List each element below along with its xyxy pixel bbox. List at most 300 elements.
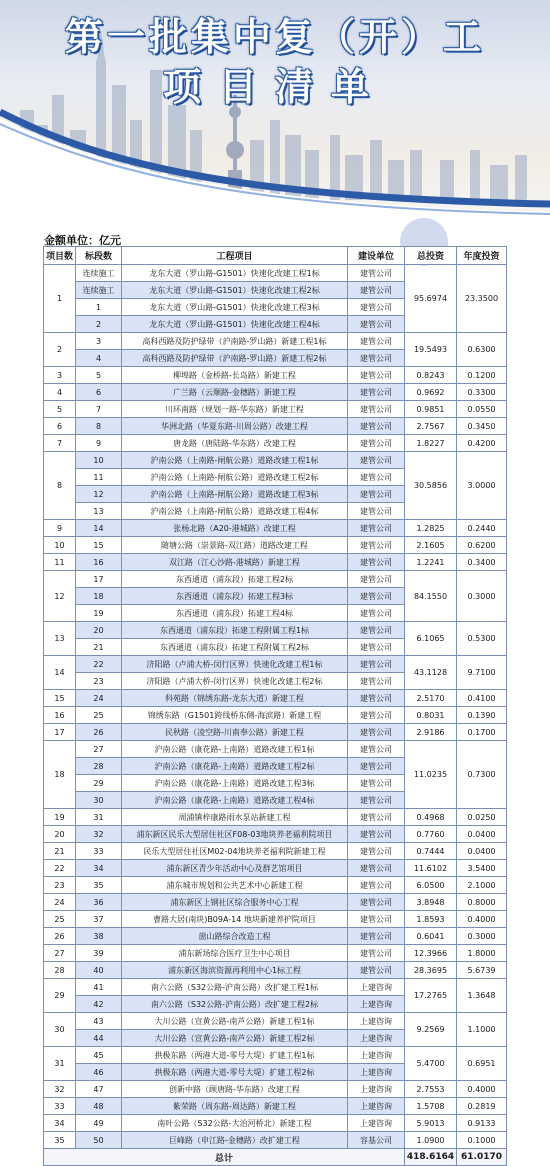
annual-investment-cell: 0.1390 [457,707,507,724]
table-row [44,435,507,452]
total-investment-cell: 0.6041 [405,928,457,945]
construction-unit-cell: 容基公司 [348,1132,405,1149]
construction-unit-cell: 建管公司 [348,962,405,979]
project-name-cell: 高科西路及防护绿带（沪南路-罗山路）新建工程1标 [122,333,348,350]
construction-unit-cell: 上建咨询 [348,1081,405,1098]
total-investment-cell: 6.1065 [405,622,457,656]
section-number-cell: 38 [76,928,122,945]
project-name-cell: 周浦镇梓康路雨水泵站新建工程 [122,809,348,826]
construction-unit-cell: 建管公司 [348,707,405,724]
project-name-cell: 南叶公路（S32公路-大治河桥北）新建工程 [122,1115,348,1132]
section-number-cell: 37 [76,911,122,928]
column-header: 年度投资 [457,247,507,265]
total-investment-cell: 0.9692 [405,384,457,401]
annual-investment-cell: 0.4100 [457,690,507,707]
construction-unit-cell: 建管公司 [348,452,405,469]
total-investment-cell: 1.8593 [405,911,457,928]
section-number-cell: 42 [76,996,122,1013]
section-number-cell: 41 [76,979,122,996]
section-number-cell: 28 [76,758,122,775]
construction-unit-cell: 建管公司 [348,384,405,401]
total-investment-cell: 9.2569 [405,1013,457,1047]
section-number-cell: 18 [76,588,122,605]
column-header: 工程项目 [122,247,348,265]
section-number-cell: 12 [76,486,122,503]
total-investment-cell: 12.3966 [405,945,457,962]
project-name-cell: 东西通道（浦东段）拓建工程附属工程2标 [122,639,348,656]
annual-investment-cell: 0.3400 [457,554,507,571]
section-number-cell: 16 [76,554,122,571]
section-number-cell: 25 [76,707,122,724]
project-number-cell: 28 [44,962,76,979]
project-name-cell: 龙东大道（罗山路-G1501）快速化改建工程1标 [122,265,348,282]
project-number-cell: 11 [44,554,76,571]
total-investment-cell: 0.7444 [405,843,457,860]
section-number-cell: 24 [76,690,122,707]
table-row [44,384,507,401]
annual-investment-cell: 1.3648 [457,979,507,1013]
table-row [44,707,507,724]
table-row [44,928,507,945]
table-row [44,979,507,996]
table-row [44,418,507,435]
project-name-cell: 济阳路（卢浦大桥-闵行区界）快速化改建工程2标 [122,673,348,690]
construction-unit-cell: 建管公司 [348,265,405,282]
total-investment-cell: 17.2765 [405,979,457,1013]
table-row [44,1132,507,1149]
total-investment-cell: 28.3695 [405,962,457,979]
construction-unit-cell: 建管公司 [348,911,405,928]
project-number-cell: 26 [44,928,76,945]
amount-unit-label: 金额单位：亿元 [44,234,121,247]
total-investment-cell: 0.9851 [405,401,457,418]
project-number-cell: 8 [44,452,76,520]
project-number-cell: 4 [44,384,76,401]
construction-unit-cell: 上建咨询 [348,979,405,996]
total-investment-cell: 0.7760 [405,826,457,843]
section-number-cell: 4 [76,350,122,367]
construction-unit-cell: 建管公司 [348,435,405,452]
section-number-cell: 44 [76,1030,122,1047]
section-number-cell: 20 [76,622,122,639]
project-number-cell: 31 [44,1047,76,1081]
project-number-cell: 9 [44,520,76,537]
total-investment-cell: 3.8948 [405,894,457,911]
page-title-line1: 第一批集中复（开）工 [64,15,485,59]
section-number-cell: 2 [76,316,122,333]
table-row [44,401,507,418]
table-row [44,571,507,588]
project-number-cell: 15 [44,690,76,707]
project-number-cell: 16 [44,707,76,724]
table-row [44,265,507,282]
project-name-cell: 龙东大道（罗山路-G1501）快速化改建工程2标 [122,282,348,299]
total-investment-cell: 1.2825 [405,520,457,537]
total-investment-cell: 0.8031 [405,707,457,724]
project-name-cell: 东西通道（浦东段）拓建工程3标 [122,588,348,605]
construction-unit-cell: 建管公司 [348,367,405,384]
construction-unit-cell: 建管公司 [348,673,405,690]
project-number-cell: 7 [44,435,76,452]
total-investment-cell: 2.9186 [405,724,457,741]
table-row [44,520,507,537]
annual-investment-cell: 0.6200 [457,537,507,554]
table-row [44,367,507,384]
construction-unit-cell: 建管公司 [348,690,405,707]
construction-unit-cell: 建管公司 [348,350,405,367]
annual-investment-cell: 0.2819 [457,1098,507,1115]
table-row [44,945,507,962]
section-number-cell: 21 [76,639,122,656]
project-name-cell: 锦绣东路（G1501跨线桥东侧-海滨路）新建工程 [122,707,348,724]
total-investment-cell: 2.5170 [405,690,457,707]
total-investment-cell: 1.5708 [405,1098,457,1115]
annual-investment-cell: 9.7100 [457,656,507,690]
project-name-cell: 东西通道（浦东段）拓建工程附属工程1标 [122,622,348,639]
construction-unit-cell: 建管公司 [348,333,405,350]
total-investment-cell: 1.2241 [405,554,457,571]
annual-investment-cell: 0.4000 [457,1081,507,1098]
table-header-row [44,247,507,265]
construction-unit-cell: 建管公司 [348,622,405,639]
section-number-cell: 29 [76,775,122,792]
project-name-cell: 沪南公路（上南路-闸航公路）道路改建工程4标 [122,503,348,520]
project-name-cell: 龙东大道（罗山路-G1501）快速化改建工程4标 [122,316,348,333]
table-row [44,877,507,894]
section-number-cell: 22 [76,656,122,673]
project-number-cell: 12 [44,571,76,622]
project-name-cell: 东西通道（浦东段）拓建工程4标 [122,605,348,622]
project-name-cell: 巨峰路（申江路-金穗路）改扩建工程 [122,1132,348,1149]
construction-unit-cell: 建管公司 [348,282,405,299]
table-row [44,894,507,911]
table-row [44,911,507,928]
section-number-cell: 39 [76,945,122,962]
project-name-cell: 唐龙路（唐陆路-华东路）改建工程 [122,435,348,452]
project-name-cell: 南六公路（S32公路-沪南公路）改扩建工程1标 [122,979,348,996]
project-number-cell: 33 [44,1098,76,1115]
section-number-cell: 19 [76,605,122,622]
annual-investment-cell: 0.6951 [457,1047,507,1081]
table-row [44,724,507,741]
annual-investment-cell: 23.3500 [457,265,507,333]
project-number-cell: 32 [44,1081,76,1098]
section-number-cell: 9 [76,435,122,452]
annual-investment-cell: 0.3300 [457,384,507,401]
table-row [44,1115,507,1132]
construction-unit-cell: 建管公司 [348,894,405,911]
construction-unit-cell: 建管公司 [348,758,405,775]
table-row [44,962,507,979]
construction-unit-cell: 建管公司 [348,843,405,860]
section-number-cell: 30 [76,792,122,809]
annual-investment-cell: 3.0000 [457,452,507,520]
annual-investment-cell: 0.0400 [457,826,507,843]
section-number-cell: 45 [76,1047,122,1064]
project-name-cell: 随塘公路（崇景路-双江路）道路改建工程 [122,537,348,554]
annual-investment-cell: 0.0400 [457,843,507,860]
project-name-cell: 曹路大居(南块)B09A-14 地块新建养护院项目 [122,911,348,928]
project-number-cell: 23 [44,877,76,894]
table-row [44,622,507,639]
section-number-cell: 3 [76,333,122,350]
annual-investment-cell: 0.1000 [457,1132,507,1149]
construction-unit-cell: 建管公司 [348,656,405,673]
total-label: 总计 [44,1149,405,1166]
section-number-cell: 7 [76,401,122,418]
section-number-cell: 34 [76,860,122,877]
construction-unit-cell: 上建咨询 [348,1013,405,1030]
project-number-cell: 1 [44,265,76,333]
project-name-cell: 拱极东路（两港大道-零号大堤）扩建工程1标 [122,1047,348,1064]
construction-unit-cell: 上建咨询 [348,1030,405,1047]
project-name-cell: 东西通道（浦东段）拓建工程2标 [122,571,348,588]
column-header: 建设单位 [348,247,405,265]
annual-investment-cell: 0.1700 [457,724,507,741]
section-number-cell: 1 [76,299,122,316]
project-name-cell: 南六公路（S32公路-沪南公路）改扩建工程2标 [122,996,348,1013]
total-investment-cell: 19.5493 [405,333,457,367]
project-name-cell: 浦东新区青少年活动中心及群艺馆项目 [122,860,348,877]
construction-unit-cell: 建管公司 [348,299,405,316]
table-row [44,843,507,860]
project-name-cell: 大川公路（宣黄公路-南芦公路）新建工程1标 [122,1013,348,1030]
section-number-cell: 33 [76,843,122,860]
total-investment-cell: 5.9013 [405,1115,457,1132]
construction-unit-cell: 建管公司 [348,520,405,537]
section-number-cell: 48 [76,1098,122,1115]
header-banner [0,0,550,228]
section-number-cell: 50 [76,1132,122,1149]
column-header: 项目数 [44,247,76,265]
section-number-cell: 13 [76,503,122,520]
construction-unit-cell: 建管公司 [348,588,405,605]
total-investment-cell: 84.1550 [405,571,457,622]
project-name-cell: 浦东新区民乐大型居住社区F08-03地块养老福利院项目 [122,826,348,843]
project-name-cell: 创新中路（顾唐路-华东路）改建工程 [122,1081,348,1098]
table-row [44,554,507,571]
section-number-cell: 10 [76,452,122,469]
project-number-cell: 5 [44,401,76,418]
section-number-cell: 35 [76,877,122,894]
project-name-cell: 张杨北路（A20-港城路）改建工程 [122,520,348,537]
section-number-cell: 27 [76,741,122,758]
project-name-cell: 沪南公路（上南路-闸航公路）道路改建工程2标 [122,469,348,486]
project-number-cell: 10 [44,537,76,554]
project-name-cell: 崮山路综合改造工程 [122,928,348,945]
construction-unit-cell: 建管公司 [348,724,405,741]
table-row [44,452,507,469]
project-name-cell: 济阳路（卢浦大桥-闵行区界）快速化改建工程1标 [122,656,348,673]
construction-unit-cell: 建管公司 [348,537,405,554]
annual-investment-cell: 0.9133 [457,1115,507,1132]
section-number-cell: 23 [76,673,122,690]
total-investment-cell: 1.0900 [405,1132,457,1149]
total-investment-cell: 0.4968 [405,809,457,826]
construction-unit-cell: 建管公司 [348,605,405,622]
project-number-cell: 34 [44,1115,76,1132]
construction-unit-cell: 上建咨询 [348,1064,405,1081]
project-number-cell: 22 [44,860,76,877]
section-number-cell: 8 [76,418,122,435]
section-number-cell: 49 [76,1115,122,1132]
project-name-cell: 川环南路（规划一路-华东路）新建工程 [122,401,348,418]
table-row [44,741,507,758]
annual-investment-cell: 0.2440 [457,520,507,537]
annual-investment-cell: 0.4200 [457,435,507,452]
project-name-cell: 高科西路及防护绿带（沪南路-罗山路）新建工程2标 [122,350,348,367]
project-number-cell: 24 [44,894,76,911]
project-name-cell: 浦东城市规划和公共艺术中心新建工程 [122,877,348,894]
construction-unit-cell: 建管公司 [348,503,405,520]
section-number-cell: 15 [76,537,122,554]
annual-investment-cell: 0.4000 [457,911,507,928]
annual-investment-cell: 0.7300 [457,741,507,809]
project-number-cell: 17 [44,724,76,741]
project-number-cell: 18 [44,741,76,809]
annual-investment-cell: 0.0550 [457,401,507,418]
section-number-cell: 17 [76,571,122,588]
project-name-cell: 沪南公路（康花路-上南路）道路改建工程4标 [122,792,348,809]
total-investment-cell: 2.7567 [405,418,457,435]
section-number-cell: 43 [76,1013,122,1030]
section-number-cell: 14 [76,520,122,537]
total-investment-cell: 30.5856 [405,452,457,520]
project-name-cell: 浦东新区上钢社区综合服务中心工程 [122,894,348,911]
column-header: 总投资 [405,247,457,265]
total-investment-cell: 6.0500 [405,877,457,894]
project-number-cell: 21 [44,843,76,860]
construction-unit-cell: 建管公司 [348,418,405,435]
table-row [44,537,507,554]
page-title-line2: 项目清单 [162,65,387,109]
project-number-cell: 35 [44,1132,76,1149]
section-number-cell: 46 [76,1064,122,1081]
project-number-cell: 13 [44,622,76,656]
project-name-cell: 双江路（江心沙路-港城路）新建工程 [122,554,348,571]
project-name-cell: 沪南公路（上南路-闸航公路）道路改建工程3标 [122,486,348,503]
annual-investment-cell: 0.3450 [457,418,507,435]
section-number-cell: 连续施工 [76,265,122,282]
project-number-cell: 27 [44,945,76,962]
section-number-cell: 40 [76,962,122,979]
total-investment-cell: 1.8227 [405,435,457,452]
grand-total-investment: 418.6164 [405,1149,457,1166]
total-investment-cell: 11.6102 [405,860,457,877]
project-name-cell: 大川公路（宣黄公路-南芦公路）新建工程2标 [122,1030,348,1047]
project-number-cell: 25 [44,911,76,928]
construction-unit-cell: 建管公司 [348,945,405,962]
construction-unit-cell: 建管公司 [348,877,405,894]
total-investment-cell: 2.7553 [405,1081,457,1098]
project-number-cell: 6 [44,418,76,435]
construction-unit-cell: 建管公司 [348,571,405,588]
project-name-cell: 紫荣路（周东路-周达路）新建工程 [122,1098,348,1115]
section-number-cell: 47 [76,1081,122,1098]
project-name-cell: 民秋路（凌空路-川南奉公路）新建工程 [122,724,348,741]
table-row [44,1098,507,1115]
section-number-cell: 36 [76,894,122,911]
section-number-cell: 连续施工 [76,282,122,299]
project-name-cell: 拱极东路（两港大道-零号大堤）扩建工程2标 [122,1064,348,1081]
project-list-table [43,246,507,1166]
table-row [44,860,507,877]
table-row [44,826,507,843]
project-number-cell: 3 [44,367,76,384]
annual-investment-cell: 1.1000 [457,1013,507,1047]
construction-unit-cell: 建管公司 [348,486,405,503]
annual-investment-cell: 3.5400 [457,860,507,877]
annual-investment-cell: 0.0250 [457,809,507,826]
construction-unit-cell: 建管公司 [348,554,405,571]
table-total-row [44,1149,507,1166]
section-number-cell: 11 [76,469,122,486]
project-name-cell: 柳埠路（金桥路-长岛路）新建工程 [122,367,348,384]
project-name-cell: 沪南公路（康花路-上南路）道路改建工程3标 [122,775,348,792]
annual-investment-cell: 0.3000 [457,571,507,622]
project-name-cell: 民乐大型居住社区M02-04地块养老福利院新建工程 [122,843,348,860]
project-name-cell: 科苑路（锦绣东路-龙东大道）新建工程 [122,690,348,707]
construction-unit-cell: 建管公司 [348,792,405,809]
project-name-cell: 华洲北路（华夏东路-川周公路）改建工程 [122,418,348,435]
section-number-cell: 31 [76,809,122,826]
construction-unit-cell: 建管公司 [348,469,405,486]
total-investment-cell: 11.0235 [405,741,457,809]
project-name-cell: 龙东大道（罗山路-G1501）快速化改建工程3标 [122,299,348,316]
construction-unit-cell: 建管公司 [348,316,405,333]
grand-total-annual: 61.0170 [457,1149,507,1166]
table-row [44,690,507,707]
construction-unit-cell: 上建咨询 [348,1047,405,1064]
construction-unit-cell: 建管公司 [348,809,405,826]
table-row [44,1081,507,1098]
project-name-cell: 沪南公路（康花路-上南路）道路改建工程1标 [122,741,348,758]
total-investment-cell: 0.8243 [405,367,457,384]
project-number-cell: 14 [44,656,76,690]
column-header: 标段数 [76,247,122,265]
annual-investment-cell: 0.3000 [457,928,507,945]
project-name-cell: 沪南公路（康花路-上南路）道路改建工程2标 [122,758,348,775]
project-name-cell: 广兰路（云顺路-金穗路）新建工程 [122,384,348,401]
project-number-cell: 30 [44,1013,76,1047]
annual-investment-cell: 5.6739 [457,962,507,979]
project-number-cell: 20 [44,826,76,843]
table-row [44,1013,507,1030]
annual-investment-cell: 0.5300 [457,622,507,656]
construction-unit-cell: 建管公司 [348,826,405,843]
project-number-cell: 19 [44,809,76,826]
construction-unit-cell: 建管公司 [348,775,405,792]
construction-unit-cell: 上建咨询 [348,1098,405,1115]
construction-unit-cell: 建管公司 [348,639,405,656]
construction-unit-cell: 上建咨询 [348,996,405,1013]
annual-investment-cell: 1.8000 [457,945,507,962]
project-number-cell: 2 [44,333,76,367]
project-number-cell: 29 [44,979,76,1013]
section-number-cell: 32 [76,826,122,843]
annual-investment-cell: 2.1000 [457,877,507,894]
annual-investment-cell: 0.8000 [457,894,507,911]
construction-unit-cell: 建管公司 [348,741,405,758]
project-name-cell: 浦东新场综合医疗卫生中心项目 [122,945,348,962]
section-number-cell: 6 [76,384,122,401]
project-name-cell: 沪南公路（上南路-闸航公路）道路改建工程1标 [122,452,348,469]
table-row [44,1047,507,1064]
total-investment-cell: 2.1605 [405,537,457,554]
total-investment-cell: 95.6974 [405,265,457,333]
section-number-cell: 26 [76,724,122,741]
construction-unit-cell: 建管公司 [348,401,405,418]
